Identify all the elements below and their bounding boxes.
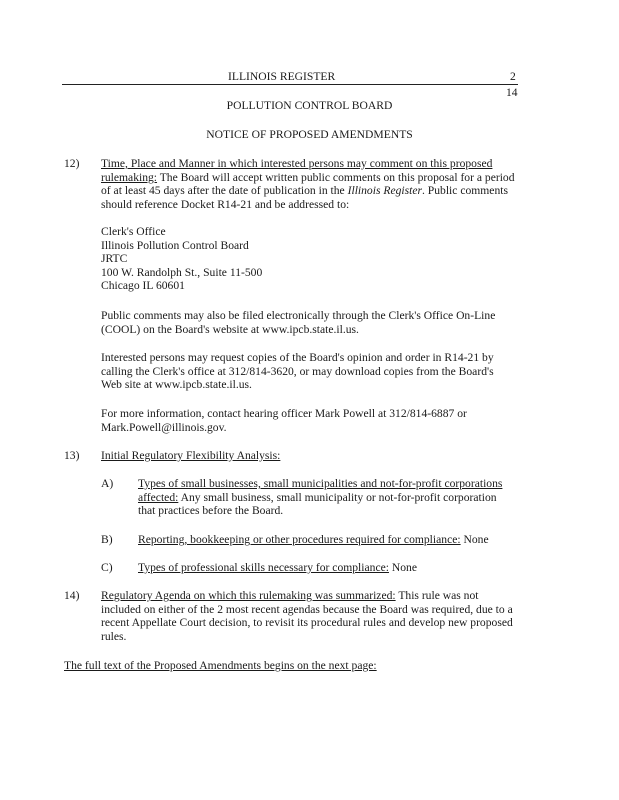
address-line: JRTC <box>101 252 128 266</box>
item-13a-text-line3: that practices before the Board. <box>138 504 284 518</box>
item-12-text-line4: should reference Docket R14-21 and be addressed to: <box>101 197 350 211</box>
paragraph-line: included on either of the 2 most recent agendas because the Board was required, due to a <box>101 602 513 616</box>
register-title: ILLINOIS REGISTER <box>228 70 336 83</box>
item-13a-heading-line1: Types of small businesses, small municipalities and not-for-profit corporations <box>138 477 503 490</box>
item-13-heading: Initial Regulatory Flexibility Analysis: <box>101 449 281 462</box>
address-line: Clerk's Office <box>101 225 166 238</box>
paragraph-line: calling the Clerk's office at 312/814-3620, or may download copies from the Board's <box>101 364 494 378</box>
item-13b-text: None <box>460 533 489 546</box>
paragraph-line: Mark.Powell@illinois.gov. <box>101 420 227 434</box>
paragraph-line: For more information, contact hearing officer Mark Powell at 312/814-6887 or <box>101 407 467 420</box>
page-number: 2 <box>510 70 516 83</box>
volume-number: 14 <box>506 86 518 99</box>
item-14-text-line1: This rule was not <box>395 589 479 602</box>
item-12-text-line3b: . Public comments <box>422 184 508 198</box>
notice-title: NOTICE OF PROPOSED AMENDMENTS <box>206 128 413 141</box>
item-13c-heading: Types of professional skills necessary for compliance: <box>138 561 389 574</box>
paragraph-line: (COOL) on the Board's website at www.ipcb.state.il.us. <box>101 322 359 336</box>
item-13a-text-line2: Any small business, small municipality or not-for-profit corporation <box>178 490 497 504</box>
item-13a-paragraph <box>138 477 502 518</box>
header-rule <box>62 84 518 85</box>
full-text-notice: The full text of the Proposed Amendments begins on the next page: <box>64 659 377 672</box>
address-line: Chicago IL 60601 <box>101 279 185 293</box>
item-13c-text: None <box>388 561 417 574</box>
item-12-paragraph <box>101 157 515 211</box>
item-12-number: 12) <box>64 157 80 170</box>
address-line: Illinois Pollution Control Board <box>101 238 249 252</box>
item-14-number: 14) <box>64 589 80 602</box>
paragraph-line: Public comments may also be filed electronically through the Clerk's Office On-Line <box>101 309 496 322</box>
item-12-heading-line2: rulemaking: <box>101 170 158 184</box>
address-line: 100 W. Randolph St., Suite 11-500 <box>101 265 263 279</box>
electronic-filing-paragraph <box>101 309 495 336</box>
item-12-heading-line1: Time, Place and Manner in which interested persons may comment on this proposed <box>101 157 493 170</box>
item-13b-paragraph <box>138 533 489 547</box>
item-13b-label: B) <box>101 533 113 546</box>
item-14-heading: Regulatory Agenda on which this rulemaking was summarized: <box>101 589 396 602</box>
item-14-paragraph <box>101 589 513 643</box>
contact-paragraph <box>101 407 467 434</box>
item-13c-label: C) <box>101 561 113 574</box>
paragraph-line: rules. <box>101 629 127 643</box>
illinois-register-italic: Illinois Register <box>347 184 422 198</box>
item-13a-heading-line2: affected: <box>138 490 179 504</box>
paragraph-line: recent Appellate Court decision, to revisit its procedural rules and develop new proposed <box>101 616 513 630</box>
agency-name: POLLUTION CONTROL BOARD <box>226 99 393 112</box>
item-12-text-line2: The Board will accept written public comments on this proposal for a period <box>157 170 515 184</box>
item-12-text-line3a: of at least 45 days after the date of publication in the <box>101 184 348 198</box>
copies-paragraph <box>101 351 494 392</box>
item-13-number: 13) <box>64 449 80 462</box>
item-13c-paragraph <box>138 561 417 575</box>
paragraph-line: Web site at www.ipcb.state.il.us. <box>101 378 252 392</box>
item-13b-heading: Reporting, bookkeeping or other procedures required for compliance: <box>138 533 461 546</box>
clerk-address <box>101 225 262 293</box>
item-13a-label: A) <box>101 477 114 490</box>
paragraph-line: Interested persons may request copies of the Board's opinion and order in R14-21 by <box>101 351 494 364</box>
